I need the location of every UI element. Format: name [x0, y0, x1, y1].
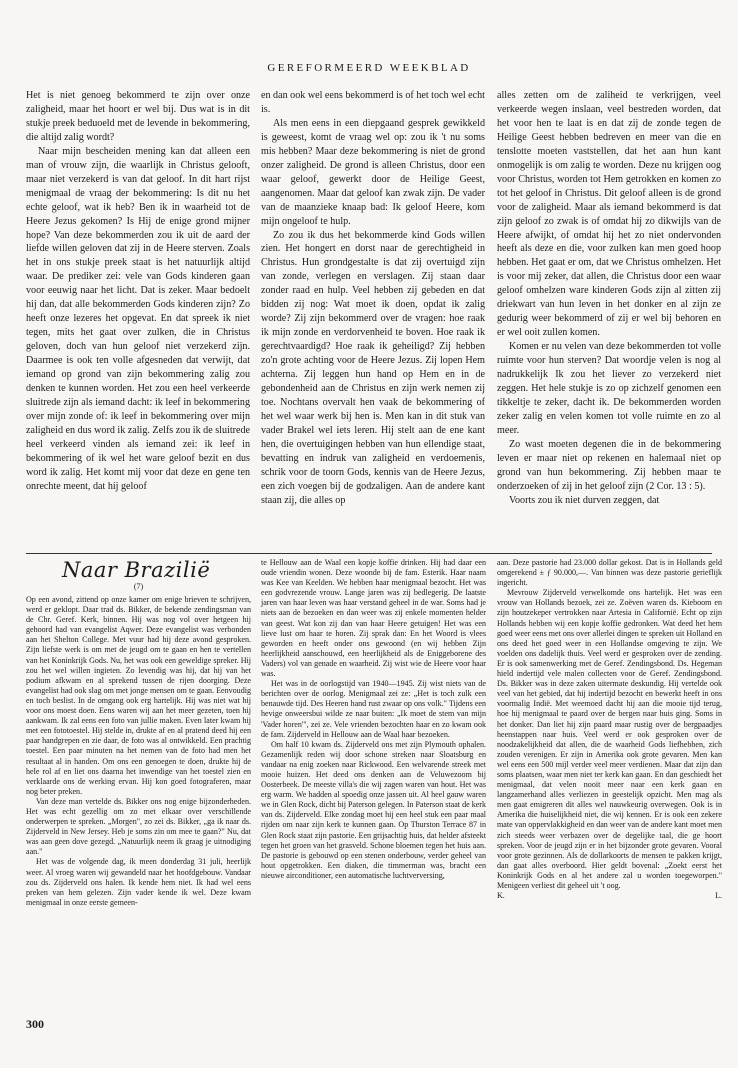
paragraph: Om half 10 kwam ds. Zijderveld ons met zijn Plymouth ophalen. Gezamenlijk reden wij door schone streken naar Sloatsburg en vandaar na enig zoeken naar Rickwood. Een welvarende streek met mooie huizen. Het deed ons denken aan de Veluwezoom bij Oosterbeek. De meeste villa's die wij zagen waren van hout. Het was erg warm. We hadden al spoedig onze jassen uit. Al heel gauw waren we in Glen Rock, dicht bij Paterson gelegen. In Paterson staat de kerk van ds. Zijderveld. Elke zondag moet hij een heel stuk een paar maal rijden om naar zijn kerk te kunnen gaan. Op Thurston Terrace 87 in Glen Rock staat zijn pastorie. Een grijsachtig huis, dat helder afsteekt tegen het groen van het grasveld. Schone bloemen tegen het huis aan. De pastorie is gebouwd op een stenen onderbouw, verder geheel van hout opgetrokken. Een diaken, die timmerman was, bracht een nieuwe airconditioner, een automatische luchtverversing,: [261, 739, 486, 880]
article-title-block: [26, 558, 251, 592]
section-divider: [26, 553, 712, 554]
paragraph: Zo zou ik dus het bekommerde kind Gods willen zien. Het hongert en dorst naar de gerechtigheid in Christus. Hun grondgestalte is dat zij overtuigd zijn van zonde, verlegen en verslagen. Zij staan daar zonder raad en hulp. Veel hebben zij gebeden en dat bidden zij nog: Wat moet ik doen, opdat ik zalig worde? Zij zijn bekommerd over de vragen: hoe raak ik mijn zonde en verdorvenheid te boven. Hoe raak ik gerechtvaardigd? Hoe raak ik geheiligd? Zij hebben zo'n grote achting voor de Heere Jezus. Zij lopen Hem achterna. Zij leggen hun hand op Hem en in de gebondenheid aan de Christus en zijn werk nemen zij toe. Nochtans overvalt hen vaak de bekommering of het wel waar werk bij hen is. Men kan in dit stuk van vader Brakel wel iets leren. Hij stelt aan de ene kant hen, die overtuigingen hebben van hun ellendige staat, bevatting en indruk van zaligheid en verdoemenis, schrik voor de toorn Gods, kennis van de Heere Jezus, een zich voegen bij de godzaligen. Aan de andere kant staan zij, die alles op: [261, 229, 485, 506]
page-number: 300: [26, 1017, 44, 1031]
article1-column-3: [497, 89, 721, 508]
paragraph: Naar mijn bescheiden mening kan dat alleen een man of vrouw zijn, die waarlijk in Christus gelooft, maar niet verzekerd is van dat geloof. In dit hart rijst menigmaal de vraag der bekommering: Is dit nu het echte geloof, wat ik heb? Ben ik in waarheid tot de Heere Jezus gekomen? Is Hij de enige grond mijner hope? Van deze bekommerden zou ik uit de aard der liefde willen geloven dat zij in de Heere sterven. Zoals het in ons stukje preek staat is het natuurlijk altijd waar. De prediker zei: vele van Gods kinderen gaan voor eeuwig naar het licht. Dat is zeker. Maar bedoelt hij dan, dat alle bekommerden Gods kinderen zijn? Zo heeft onze lezeres het opgevat. En dat spreek ik niet tegen, mits het gaat over zulken, die in Christus geloven, doch van hun geloof niet verzekerd zijn. Daarmee is ook ten volle afgesneden dat verwijt, dat iemand op grond van zijn bekommering zalig zou denken te kunnen worden. Het zou een heel verkeerde sluitrede zijn als iemand dacht: ik leef in bekommering over mijn zonde of: ik leef in bekommering over mijn zaligheid en dus word ik zalig. Zelfs zou ik de sluitrede heel verkeerd vinden als iemand zei: ik leef in bekommering of ik wel het ware geloof bezit en dus word ik zalig. Het komt mij voor dat deze en gene ten onrechte meent, dat hij geloof: [26, 145, 250, 492]
paragraph: Het is niet genoeg bekommerd te zijn over onze zaligheid, maar het hoort er wel bij. Dus wat is in dit stukje preek beduoeld met de levende in bekommering, die altijd zalig wordt?: [26, 90, 250, 143]
page-header: GEREFORMEERD WEEKBLAD: [267, 62, 471, 74]
paragraph: te Hellouw aan de Waal een kopje koffie drinken. Hij had daar een oude vriendin wonen. Deze woonde bij de fam. Esterik. Haar naam was Kee van Keelden. We hebben haar menigmaal bezocht. Het was een godvrezende vrouw. Lange jaren was zij bedlegerig. De laatste jaren van haar leven was haar verstand geheel in de war. Soms had je niets aan de bezoeken en dan weer was zij enkele momenten helder van geest. Wat kon zij dan van haar Heere getuigen! Het was een lieve lust om haar te horen. Zij sprak dan: En het Woord is vlees geworden en heeft onder ons gewoond (en wij hebben Zijn heerlijkheid aanschouwd, een heerlijkheid als de Eniggeborene des Vaders) vol van genade en waarheid. Zij wist wie de Heere voor haar was.: [261, 558, 486, 679]
paragraph: Komen er nu velen van deze bekommerden tot volle ruimte voor hun sterven? Dat woordje velen is nog al nadrukkelijk Ik zou het liever zo verzekerd niet zeggen. Het hele stukje is zo op zichzelf genomen een tikkeltje te zeker, dacht ik. De bekommerden worden zeker zalig en velen komen tot volle ruimte en zo al meer.: [497, 341, 721, 436]
paragraph: Mevrouw Zijderveld verwelkomde ons hartelijk. Het was een vrouw van Hollands bezoek, zei ze. Zoëven waren ds. Kieboom en zijn houtzekeper vertrokken naar Artesia in Californië. Echt op zijn Hollands hebben wij een kopje koffie gedronken. Wat deed het hem goed weer eens met ons over allerlei dingen te spreken uit Holland en ons deed het goed weer in een Hollandse omgeving te zijn. We voelden ons dadelijk thuis. Veel werd er gesproken over de zending. Er is ook samenwerking met de Geref. Zendingsbond. Ds. Hegeman hield indertijd vele malen collecten voor de Geref. Zendingsbond. Ds. Bikker was in deze zaken uitermate deskundig. Hij vertelde ook veel van het gebied, dat hij indertijd bezocht en bewerkt heeft in ons voormalig Indië. Met weemoed dacht hij aan die mooie tijd terug, hoe hij menigmaal te paard over de bergen naar huis ging. Soms in het donker. Dan liet hij zijn paard maar rustig over de bergpaadjes heenstappen naar huis. Veel werd er ook gesproken over de noodzakelijkheid dat allen, die de waarheid Gods liefhebben, zich zouden verenigen. Er zijn in Amerika ook grote gevaren. Men kan wel eens een 500 mijl verder veel meer verdienen. Maar dat zijn dan soms plaatsen, waar men niet ter kerk kan gaan. En dan geschiedt het menigmaal, dat velen nooit meer naar een kerk gaan en langzamerhand alles verliezen in geestelijk opzicht. Men mag als men gaat emigreren dit alles wel nauwkeurig overwegen. Ook is in Amerika die huiselijkheid niet, die wij kennen. Er is ook een zekere mate van oppervlakkigheid en dan weer van de andere kant moet men zich steeds weer verbazen over de degelijke taal, die ge hoort spreken. Voor de jeugd zijn er in het bijzonder grote gevaren. Vooral voor grote gezinnen. Als de dollarkoorts de mensen te pakken krijgt, dan gaat alles overboord. Hier geldt bovenal: „Zoekt eerst het Koninkrijk Gods en al het andere zal u worden toegeworpen." Menigeen verliest dit geheel uit 't oog.: [497, 588, 722, 890]
paragraph: aan. Deze pastorie had 23.000 dollar gekost. Dat is in Hollands geld omgerekend ± ƒ 90.000,—. Van binnen was deze pastorie gerieflijk ingericht.: [497, 558, 722, 588]
paragraph: Op een avond, zittend op onze kamer om enige brieven te schrijven, werd er geklopt. Daar trad ds. Bikker, de bekende zendingsman van de Chr. Geref. Kerk, binnen. Hij was nog vol over hetgeen hij gehoord had van evangelist Aqwer. Deze evangelist was verbonden aan het Shelton College. Met vuur had hij deze avond gesproken. Zijn liefste werk is om met de jeugd om te gaan en hen te vertellen van het Koninkrijk Gods. Nu, het was ook een geweldige spreker. Hij zou het wel willen ingieten. Zo levendig was hij, dat hij van het podium afkwam en al sprekend tussen de rijen doorging. Deze evangelist had ook slag om met jonge mensen om te gaan. Eenvoudig en toch beslist. In de omgang ook erg hartelijk. Hij was niet wat hij voor ons moest doen. Eens waren wij aan het meer gezeten, toen hij aankwam. Ik zal eens een foto van jullie maken. Even later kwam hij met een fototoestel. Hij stelde in, drukte af en al pratend deed hij een paar handgrepen en zie daar, de foto was al ontwikkeld. Een prachtig toestel. Een paar minuten na het nemen van de foto had men het resultaat al in handen. Om ons een genoegen te doen, drukte hij de hele rol af en liet ons daarna het inwendige van het toestel zien en verklaarde ons de werking ervan. Hij kon goed fotograferen, maar nog beter preken.: [26, 595, 251, 796]
article2-column-3: [497, 558, 722, 901]
paragraph: en dan ook wel eens bekommerd is of het toch wel echt is.: [261, 90, 485, 115]
paragraph: Het was de volgende dag, ik meen donderdag 31 juli, heerlijk weer. Al vroeg waren wij gewandeld naar het hoofdgebouw. Vandaar zou ds. Zijderveld ons halen. Ik kende hem niet. Ik had wel eens preken van hem gelezen. Zijn vader kende ik wel. Deze kwam menigmaal in onze eerste gemeen-: [26, 857, 251, 907]
paragraph: Voorts zou ik niet durven zeggen, dat: [509, 494, 660, 506]
paragraph: Zo wast moeten degenen die in de bekommering leven er maar niet op rekenen en halemaal niet op grond van hun bekommering. Zij hebben maar te onderzoeken of zij in het geloof zijn (2 Cor. 13 : 5).: [497, 438, 721, 492]
signature-left: K.: [497, 891, 505, 901]
signature: [497, 891, 722, 901]
paragraph: Het was in de oorlogstijd van 1940—1945. Zij wist niets van de berichten over de oorlog. Menigmaal zei ze: „Het is toch zulk een benauwde tijd. Des Heeren hand rust zwaar op ons volk." Tijdens een hevige onweersbui wilde ze naar buiten: „Ik moet de stem van mijn 'Vader horen'", zei ze. Vele vrienden bezochten haar en zo kwam ook de fam. Zijderveld in Hellouw aan de Waal haar bezoeken.: [261, 679, 486, 739]
article2-column-1: [26, 558, 251, 908]
article1-column-1: [26, 89, 250, 494]
article-part-number: (7): [133, 582, 144, 591]
article2-column-2: [261, 558, 486, 881]
article-title: Naar Brazilië: [62, 558, 211, 582]
signature-right: L.: [715, 891, 722, 901]
article1-column-2: [261, 89, 485, 508]
paragraph: alles zetten om de zaliheid te verkrijgen, veel verkeerde wegen inslaan, veel bestreden worden, dat het voor hen te laat is en dat zij de zonde tegen de Heilige Geest hebben bedreven en meer van die en tenslotte moeten vaststellen, dat het aan hun kant onmogelijk is om zalig te worden. Deze nu krijgen oog voor Christus, worden tot Hem getrokken en komen zo tot het geloof in Christus. Dit geloof alleen is de grond voor de zaligheid. Maar als iemand bekommerd is dat zijn geloof zo zwak is of omdat hij zo dikwijls van de Heere afwijkt, of omdat hij het zo niet ondervonden heeft als deze en die, voor zulken kan men goed hoop hebben. Het gaat er om, dat we Christus omhelzen. Het is voor mij zeker, dat allen, die Christus door een waar geloof omhelzen ware kinderen Gods zijn al zitten zij driekwart van hun leven in het donker en al zijn ze gedurig weer bekommerd of zij er wel bij behoren en er wel ooit zullen komen.: [497, 90, 721, 339]
paragraph: Van deze man vertelde ds. Bikker ons nog enige bijzonderheden. Het was echt gezellig om zo met elkaar over verschillende onderwerpen te spreken. „Morgen", zo zei ds. Bikker, „ga ik naar ds. Zijderveld in New Jersey. Heb je soms zin om mee te gaan?" Nu, dat was aan geen dove gezegd. „Natuurlijk neem ik graag je uitnodiging aan.": [26, 796, 251, 857]
paragraph: Als men eens in een diepgaand gesprek gewikkeld is geweest, komt de vraag wel op: zou ik 't nu soms mis hebben? Maar deze bekommering is niet de grond onzer zaligheid. De grond is alleen Christus, door een waar geloof, gewerkt door de Heilige Geest, aangenomen. Maar dat geloof kan zwak zijn. De vader van de maanzieke knaap bad: Ik geloof Heere, kom mijn ongeloof te hulp.: [261, 117, 485, 227]
